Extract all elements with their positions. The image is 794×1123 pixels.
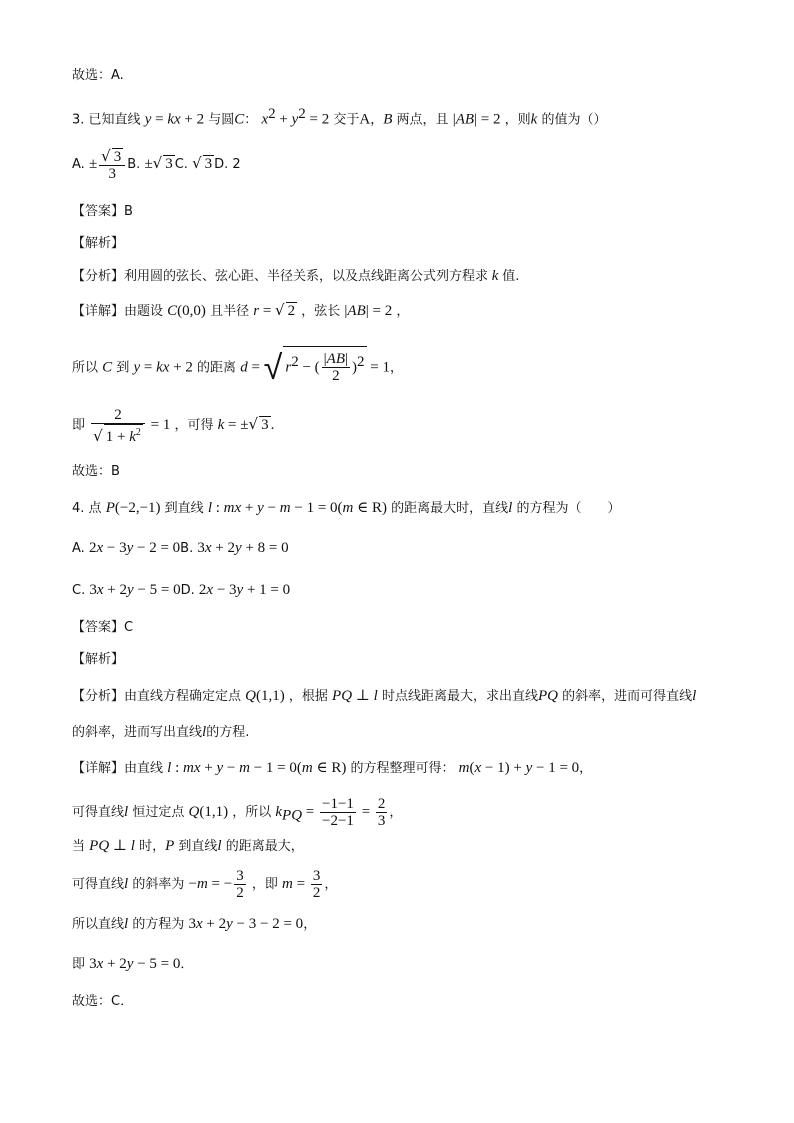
- text: ，则: [504, 112, 531, 128]
- text: 的距离最大，: [225, 839, 304, 854]
- text: 【答案】B: [72, 204, 133, 219]
- text: 值.: [502, 269, 520, 284]
- text: 交于: [333, 112, 360, 128]
- text: 的方程整理可得：: [350, 761, 455, 776]
- text: 所以: [72, 360, 99, 376]
- text: 可得直线: [72, 805, 125, 820]
- text: 的距离: [197, 360, 237, 376]
- text: 【详解】由直线: [72, 761, 164, 776]
- text: 的方程为（ ）: [516, 501, 621, 516]
- q4-hengguo: 可得直线l 恒过定点 Q(1,1) ，所以 $k_{PQ}$ = $\frac{-1-1}{-2-1}$ = $\frac{2}{3}$ ，: [72, 796, 403, 829]
- q4-options-cd: C. 3x + 2y − 5 = 0D. 2x − 3y + 1 = 0: [72, 582, 291, 598]
- text: 4. 点: [72, 501, 102, 516]
- text: 到直线: [178, 839, 218, 854]
- q4-jiexi: [72, 650, 124, 670]
- option-d-label: D.: [180, 583, 195, 598]
- option-b-label: B.: [127, 157, 141, 172]
- q4-question: 4. 点 P(−2,−1) 到直线 l : mx + y − m − 1 = 0(m ∈ R) 的距离最大时，直线l 的方程为（ ）: [72, 500, 621, 516]
- q4-xielv: 可得直线l 的斜率为 −m = − $\frac{3}{2}$ ，即 m = $\frac{3}{2}$ ，: [72, 868, 338, 901]
- text: 即: [72, 957, 86, 972]
- q3-xiangjie: 【详解】由题设 C(0,0) 且半径 r = √ 2 ，弦长 |AB| = 2 ，: [72, 301, 410, 319]
- q4-answer: [72, 618, 133, 638]
- text: 两点，且: [396, 112, 449, 128]
- text: 【答案】C: [72, 620, 134, 635]
- q4-fenxi-2: 的斜率，进而写出直线l的方程.: [72, 724, 250, 740]
- text: 【分析】利用圆的弦长、弦心距、半径关系，以及点线距离公式列方程求: [72, 269, 489, 284]
- text: 的距离最大时，直线: [391, 501, 509, 516]
- q4-fenxi: 【分析】由直线方程确定定点 Q(1,1) ，根据 PQ ⊥ l 时点线距离最大，求出直线PQ 的斜率，进而可得直线l: [72, 688, 697, 704]
- q3-options: A. ± $\frac{√ 3}{3}$ B. ±√ 3 C. √ 3 D. 2: [72, 146, 241, 182]
- text: 的斜率，进而写出直线: [72, 725, 203, 740]
- q4-ji: 即 3x + 2y − 5 = 0．: [72, 956, 194, 972]
- text: ，即: [251, 877, 278, 892]
- text: 到直线: [164, 501, 204, 516]
- text: 的方程.: [206, 725, 250, 740]
- text: 【详解】由题设: [72, 304, 164, 319]
- text: 【分析】由直线方程确定定点: [72, 689, 242, 704]
- text: 故选：B: [72, 464, 120, 479]
- text: ，可得: [174, 418, 214, 433]
- q3-question: 3. 已知直线 y = kx + 2 与圆C： $x^2 + y^2 = 2$ 交于A，B 两点，且 |AB| = 2 ，则k 的值为（）: [72, 106, 607, 128]
- option-a-label: A.: [72, 541, 85, 556]
- q3-ji: 即 $\frac{2}{√ 1 + k^2}$ = 1 ，可得 k = ±√ 3 .: [72, 406, 275, 445]
- text: 到: [116, 360, 130, 376]
- text: ，根据: [288, 689, 328, 704]
- text: 时，: [139, 839, 166, 854]
- q4-options-ab: A. 2x − 3y − 2 = 0B. 3x + 2y + 8 = 0: [72, 540, 289, 556]
- text: 与圆: [208, 112, 235, 128]
- text: 可得直线: [72, 877, 125, 892]
- text: 【解析】: [72, 236, 125, 251]
- text: 即: [72, 418, 86, 433]
- q4-dang: 当 PQ ⊥ l 时，P 到直线l 的距离最大，: [72, 838, 304, 854]
- option-b-label: B.: [180, 541, 194, 556]
- option-a-label: A.: [72, 157, 85, 172]
- q3-answer: [72, 202, 133, 222]
- text: ，: [396, 304, 410, 319]
- text: 3. 已知直线: [72, 112, 141, 128]
- option-c-label: C.: [174, 157, 188, 172]
- q4-xiangjie: 【详解】由直线 l : mx + y − m − 1 = 0(m ∈ R) 的方程整理可得： m(x − 1) + y − 1 = 0，: [72, 760, 593, 776]
- text: 的方程为: [132, 917, 185, 932]
- text: 且半径: [210, 304, 250, 319]
- text: ，所以: [232, 805, 272, 820]
- text: ，弦长: [301, 304, 341, 319]
- text: 恒过定点: [132, 805, 185, 820]
- q3-suoyi: 所以 C 到 y = kx + 2 的距离 d = √ $r^2$ − ( $\frac{|AB|}{2}$ )$^2$ = 1，: [72, 347, 403, 388]
- text: 时点线距离最大，求出直线: [381, 689, 538, 704]
- q3-guxuan: [72, 462, 120, 482]
- q4-guxuan: [72, 992, 133, 1012]
- text: 所以直线: [72, 917, 125, 932]
- option-c-label: C.: [72, 583, 86, 598]
- q4-fangcheng: 所以直线l 的方程为 3x + 2y − 3 − 2 = 0，: [72, 916, 317, 932]
- option-d-label: D. 2: [214, 157, 241, 172]
- text: 故选：A.: [72, 68, 124, 83]
- q3-fenxi: 【分析】利用圆的弦长、弦心距、半径关系，以及点线距离公式列方程求 k 值.: [72, 268, 520, 284]
- q3-jiexi: [72, 234, 124, 254]
- text: 的斜率为: [132, 877, 185, 892]
- text: 的值为（）: [541, 112, 607, 128]
- text: 【解析】: [72, 652, 125, 667]
- text: 当: [72, 839, 86, 854]
- text: 的斜率，进而可得直线: [562, 689, 693, 704]
- text: 故选：C．: [72, 994, 134, 1009]
- prev-answer-line: [72, 66, 124, 86]
